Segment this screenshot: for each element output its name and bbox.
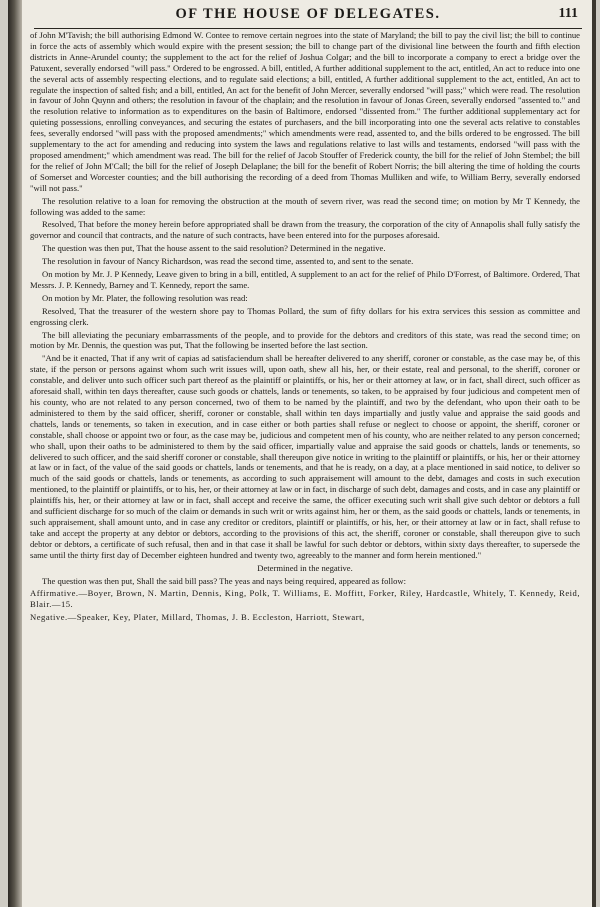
running-head: OF THE HOUSE OF DELEGATES. — [175, 6, 441, 22]
paragraph: The question was then put, That the house assent to the said resolution? Determined in the negative. — [42, 243, 386, 254]
determination: Determined in the negative. — [257, 562, 353, 573]
paragraph: The resolution relative to a loan for removing the obstruction at the mouth of severn river, was read the second time; on motion by Mr T Kennedy, the following was added to the same: — [30, 195, 580, 217]
page-body — [30, 30, 580, 895]
paragraph: The resolution in favour of Nancy Richardson, was read the second time, assented to, and sent to the senate. — [42, 256, 414, 267]
page-header — [34, 4, 582, 29]
document-page — [8, 0, 596, 907]
negative-votes: Negative.—Speaker, Key, Plater, Millard, Thomas, J. B. Eccleston, Harriott, Stewart, — [30, 612, 365, 623]
affirmative-votes: Affirmative.—Boyer, Brown, N. Martin, Dennis, King, Polk, T. Williams, E. Moffitt, Forker, Riley, Hardcastle, Whitely, T. Kennedy, Reid, Blair.—15. — [30, 588, 580, 610]
paragraph: The bill alleviating the pecuniary embarrassments of the people, and to provide for the debtors and creditors of this state, was read the second time; on motion by Mr. Dennis, the question was put, That the following be inserted before the last section. — [30, 329, 580, 351]
paragraph: Resolved, That the treasurer of the western shore pay to Thomas Pollard, the sum of fifty dollars for his extra services this session as committee and engrossing clerk. — [30, 305, 580, 327]
paragraph: On motion by Mr. J. P Kennedy, Leave given to bring in a bill, entitled, A supplement to an act for the relief of Philo D'Forrest, of Baltimore. Ordered, That Messrs. J. P. Kennedy, Barney and T. Kennedy, report the same. — [30, 269, 580, 290]
yeas-nays-intro: The question was then put, Shall the said bill pass? The yeas and nays being required, appeared as follow: — [42, 575, 407, 586]
paragraph: "And be it enacted, That if any writ of capias ad satisfaciendum shall be hereafter delivered to any sheriff, coroner or constable, as the case may be, of this state, if the person or persons against whom such writ issues will, upon oath, shew all his, her, or their estate, real and personal, to the sheriff, coroner or constable, and deliver unto such officer such part thereof as the plaintiff or plaintiffs, or his, her or their attorney at law, or in fact, shall direct, such officer as aforesaid shall, within ten days thereafter, cause such goods or chattels, lands or tenements, so taken, to be appraised by four judicious and competent men of his county, who are not related to any person concerned, two of them to be named by the plaintiff, and two by the defendant, who upon their oath to be administered to them by the said officer, sheriff, coroner or constable, shall within ten days impartially and justly value and appraise the said goods and chattels, lands or tenements, so taken in execution, and in case either or both parties shall refuse or neglect to choose or appoint, the sheriff, coroner or constable, shall choose or appoint two or four, as the case may be, judicious and competent men of his county, who are neither related to any person concerned; who shall, upon their oaths to be administered to them by the said officer, impartially value and appraise the said goods or chattels, lands or tenements, so delivered to such officer, and the said sheriff coroner or constable, shall thereupon give notice in writing to the plaintiff or plaintiffs, or his, her or their attorney at law or in fact, of the value of the said goods or chattels, lands or tenements, and that he is ready, on a day, at a place mentioned in said notice, to deliver so much of the said goods or chattels, lands or tenements, as according to such appraisement will amount to the debt, damages and costs in such execution mentioned, to the plaintiff or plaintiffs, or to his, her, or their attorney at law or in fact, in discharge of such debt, damages and costs, and in case any plaintiff or plaintiffs his, her, or their attorney at law or in fact, shall accept and receive the same, the officer executing such writ shall give such debtor or debtors a full and sufficient discharge for so much of the claim or demands in such writ or writs against him, her or them, as the said goods or chattels, lands or tenements, in such appraisement, shall amount unto, and in case any creditor or creditors, plaintiff or plaintiffs, or his, her, or their attorney at law or in fact, shall refuse to take and accept the property at any debtor or debtors, according to the provisions of this act, the sheriff, coroner or constable, shall thereupon give to such debtor or debtors, a certificate of such refusal, then and in that case it shall be lawful for such debtor or debtors, within sixty days thereafter, to supersede the same until the thirty first day of December eighteen hundred and twenty two, agreeably to the manner and form herein mentioned." — [30, 353, 580, 560]
paragraph: of John M'Tavish; the bill authorising Edmond W. Contee to remove certain negroes into the state of Maryland; the bill to pay the civil list; the bill to continue in force the acts of assembly which would expire with the present session; the bill to change part of the divisional line between the fourth and fifth election districts in Anne-Arundel county; the supplement to the act for the relief of Joshua Colgar; and the bill to incorporate a company to erect a bridge over the Patuxent, severally endorsed "will pass." Ordered to be engrossed. A bill, entitled, A further additional supplement to the act, entitled, An act to reduce into one the several acts of assembly respecting elections, and to regulate said elections; a bill, entitled, A further additional supplement to the act, entitled, An act to regulate the inspection of salted fish; and a bill, entitled, An act for the benefit of John Mercer, severally endorsed "will pass;" which were read. The resolution in favour of John Quynn and others; the resolution in favour of the chaplain; and the resolution in favour of Jonas Green, severally endorsed "assented to." and the resolution relative to information as to expenditures on the basin of Baltimore, endorsed "dissented from." The further additional supplementary act for quieting possessions, enrolling conveyances, and securing the estates of purchasers, and the bill incorporating into one the several acts relative to constables fees, severally endorsed "will pass with the proposed amendments;" which amendments were read, assented to, and the bills ordered to be engrossed. The bill supplementary to the act for amending and reducing into system the laws and regulations relative to last wills and testaments, endorsed "will pass with the proposed amendment;" which amendment was read. The bill for the relief of Jacob Stouffer of Frederick county, the bill for the relief of John Stembel; the bill for the relief of John M'Call; the bill for the relief of Joseph Delaplane; the bill for the benefit of Robert Norris; the bill altering the time of holding the courts of Somerset and Worcester counties; and the bill authorising the recording of a deed from Thomas Mulliken and wife, to William Berry, severally endorsed "will not pass." — [30, 30, 580, 193]
binding-gutter — [8, 0, 22, 907]
page-edge — [592, 0, 596, 907]
page-number: 111 — [558, 6, 578, 21]
paragraph: On motion by Mr. Plater, the following resolution was read: — [42, 292, 248, 303]
paragraph: Resolved, That before the money herein before appropriated shall be drawn from the treasury, the corporation of the city of Annapolis shall fully satisfy the governor and council that contracts, and the nature of such contracts, have been entered into for the purposes aforesaid. — [30, 219, 580, 241]
